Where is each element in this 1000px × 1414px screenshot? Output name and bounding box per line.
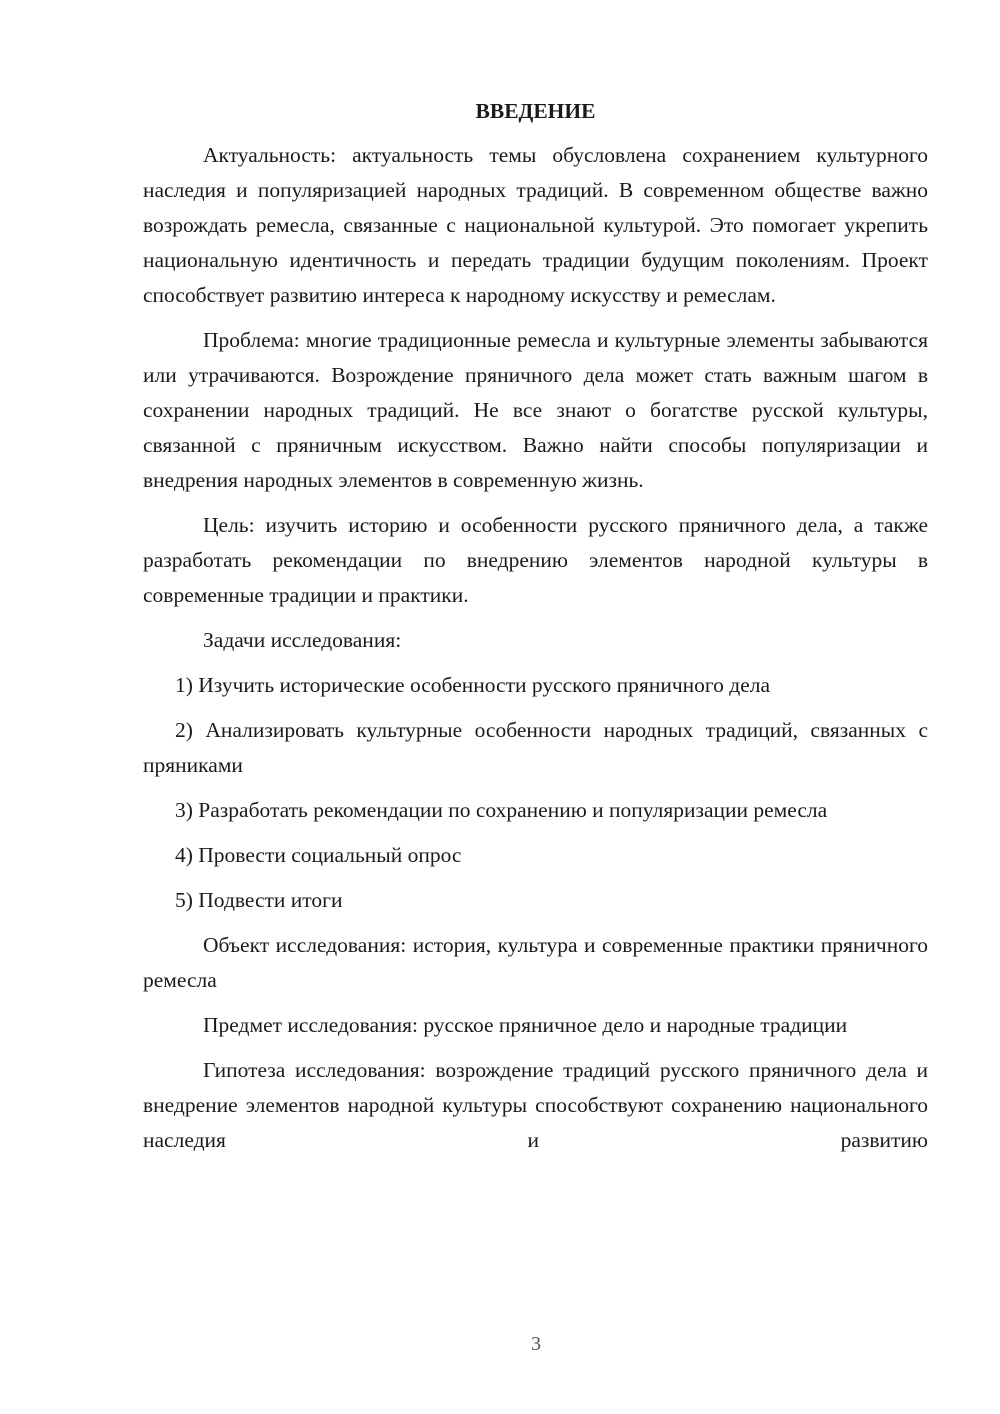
task-item-4: 4) Провести социальный опрос	[175, 843, 462, 867]
page-content	[143, 96, 928, 1158]
paragraph-hypothesis: Гипотеза исследования: возрождение традиций русского пряничного дела и внедрение элементов народной культуры способствуют сохранению национального наследия и развитию	[143, 1058, 928, 1152]
tasks-heading: Задачи исследования:	[203, 628, 402, 652]
paragraph-problem: Проблема: многие традиционные ремесла и культурные элементы забываются или утрачиваются. Возрождение пряничного дела может стать важным шагом в сохранении народных традиций. Не все знают о богатстве русской культуры, связанной с пряничным искусством. Важно найти способы популяризации и внедрения народных элементов в современную жизнь.	[143, 328, 928, 492]
task-item-3: 3) Разработать рекомендации по сохранению и популяризации ремесла	[175, 798, 828, 822]
task-item-2: 2) Анализировать культурные особенности народных традиций, связанных с пряниками	[143, 718, 928, 777]
section-title: ВВЕДЕНИЕ	[475, 99, 596, 123]
paragraph-object: Объект исследования: история, культура и современные практики пряничного ремесла	[143, 933, 928, 992]
paragraph-subject: Предмет исследования: русское пряничное дело и народные традиции	[203, 1013, 848, 1037]
task-item-1: 1) Изучить исторические особенности русского пряничного дела	[175, 673, 771, 697]
task-item-5: 5) Подвести итоги	[175, 888, 343, 912]
page-number: 3	[531, 1333, 541, 1355]
paragraph-goal: Цель: изучить историю и особенности русского пряничного дела, а также разработать рекомендации по внедрению элементов народной культуры в современные традиции и практики.	[143, 513, 928, 607]
paragraph-relevance: Актуальность: актуальность темы обусловлена сохранением культурного наследия и популяризацией народных традиций. В современном обществе важно возрождать ремесла, связанные с национальной культурой. Это помогает укрепить национальную идентичность и передать традиции будущим поколениям. Проект способствует развитию интереса к народному искусству и ремеслам.	[143, 143, 928, 307]
